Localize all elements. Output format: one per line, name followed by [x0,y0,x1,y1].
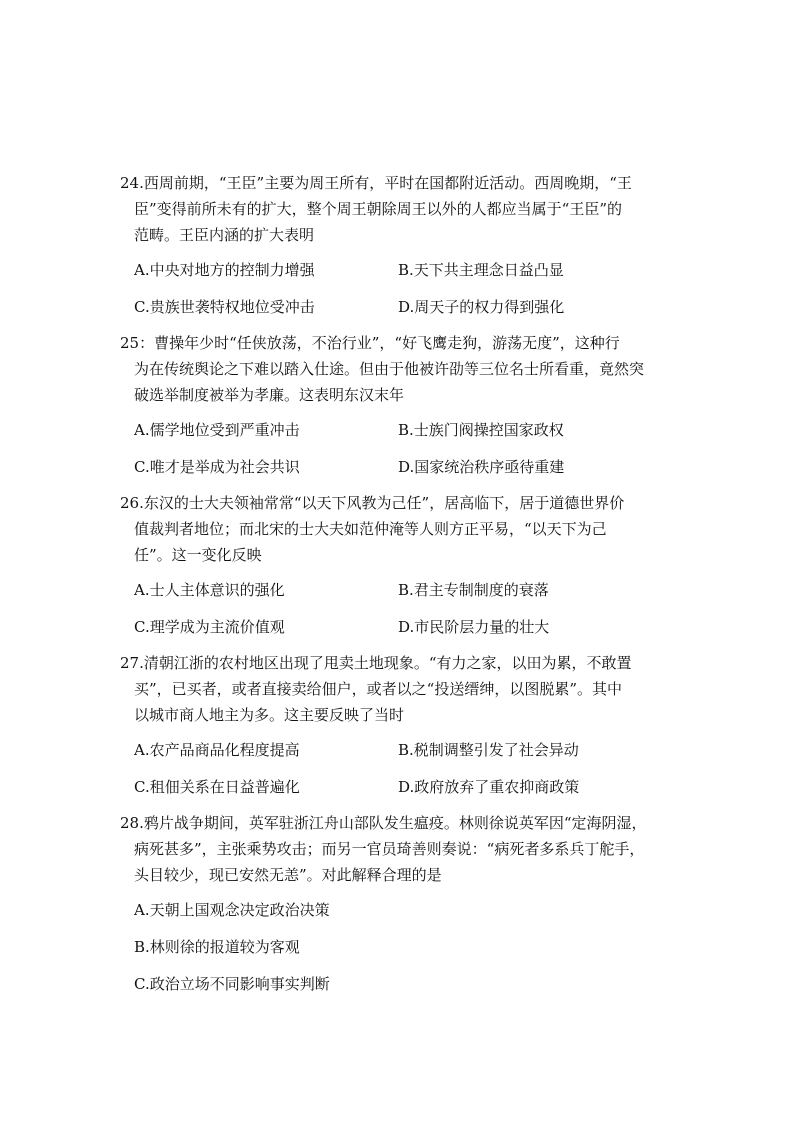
option-c: C.贵族世袭特权地位受冲击 [134,298,315,316]
question-stem [120,330,676,408]
option-c: C.政治立场不同影响事实判断 [134,975,330,993]
question-26 [120,490,676,636]
stem-line: 病死甚多”，主张乘势攻击；而另一官员琦善则奏说：“病死者多系兵丁舵手， [134,840,645,858]
stem-line: 任”。这一变化反映 [134,546,262,564]
option-d: D.政府放弃了重农抑商政策 [398,778,580,796]
option-b: B.天下共主理念日益凸显 [398,261,564,279]
stem-line: 以城市商人地主为多。这主要反映了当时 [134,706,405,724]
option-a: A.天朝上国观念决定政治决策 [134,901,330,919]
stem-line: 值裁判者地位；而北宋的士大夫如范仲淹等人则方正平易，“以天下为己 [134,520,607,538]
option-b: B.士族门阀操控国家政权 [398,421,564,439]
option-c: C.理学成为主流价值观 [134,618,285,636]
question-28 [120,810,676,993]
option-a: A.农产品商品化程度提高 [134,741,300,759]
stem-line: 24.西周前期，“王臣”主要为周王所有，平时在国都附近活动。西周晚期，“王 [120,174,632,192]
question-stem [120,810,676,888]
stem-line: 25：曹操年少时“任侠放荡，不治行业”，“好飞鹰走狗，游荡无度”，这种行 [120,334,620,352]
stem-line: 为在传统舆论之下难以踏入仕途。但由于他被许劭等三位名士所看重，竟然突 [134,360,645,378]
stem-line: 头目较少，现已安然无恙”。对此解释合理的是 [134,866,442,884]
option-d: D.周天子的权力得到强化 [398,298,565,316]
option-c: C.唯才是举成为社会共识 [134,458,300,476]
option-a: A.中央对地方的控制力增强 [134,261,315,279]
question-27 [120,650,676,796]
question-stem [120,490,676,568]
option-b: B.君主专制制度的衰落 [398,581,549,599]
option-c: C.租佃关系在日益普遍化 [134,778,300,796]
question-24 [120,170,676,316]
option-a: A.士人主体意识的强化 [134,581,285,599]
option-b: B.林则徐的报道较为客观 [134,938,300,956]
option-b: B.税制调整引发了社会异动 [398,741,579,759]
option-a: A.儒学地位受到严重冲击 [134,421,300,439]
question-stem [120,650,676,728]
stem-line: 26.东汉的士大夫领袖常常“以天下风教为己任”，居高临下，居于道德世界价 [120,494,625,512]
question-stem [120,170,676,248]
question-25 [120,330,676,476]
stem-line: 范畴。王臣内涵的扩大表明 [134,226,315,244]
stem-line: 臣”变得前所未有的扩大，整个周王朝除周王以外的人都应当属于“王臣”的 [134,200,623,218]
stem-line: 28.鸦片战争期间，英军驻浙江舟山部队发生瘟疫。林则徐说英军因“定海阴湿， [120,814,647,832]
stem-line: 破选举制度被举为孝廉。这表明东汉末年 [134,386,405,404]
option-d: D.国家统治秩序亟待重建 [398,458,565,476]
option-d: D.市民阶层力量的壮大 [398,618,550,636]
stem-line: 27.清朝江浙的农村地区出现了甩卖土地现象。“有力之家，以田为累，不敢置 [120,654,632,672]
stem-line: 买”，已买者，或者直接卖给佃户，或者以之“投送缙绅，以图脱累”。其中 [134,680,623,698]
